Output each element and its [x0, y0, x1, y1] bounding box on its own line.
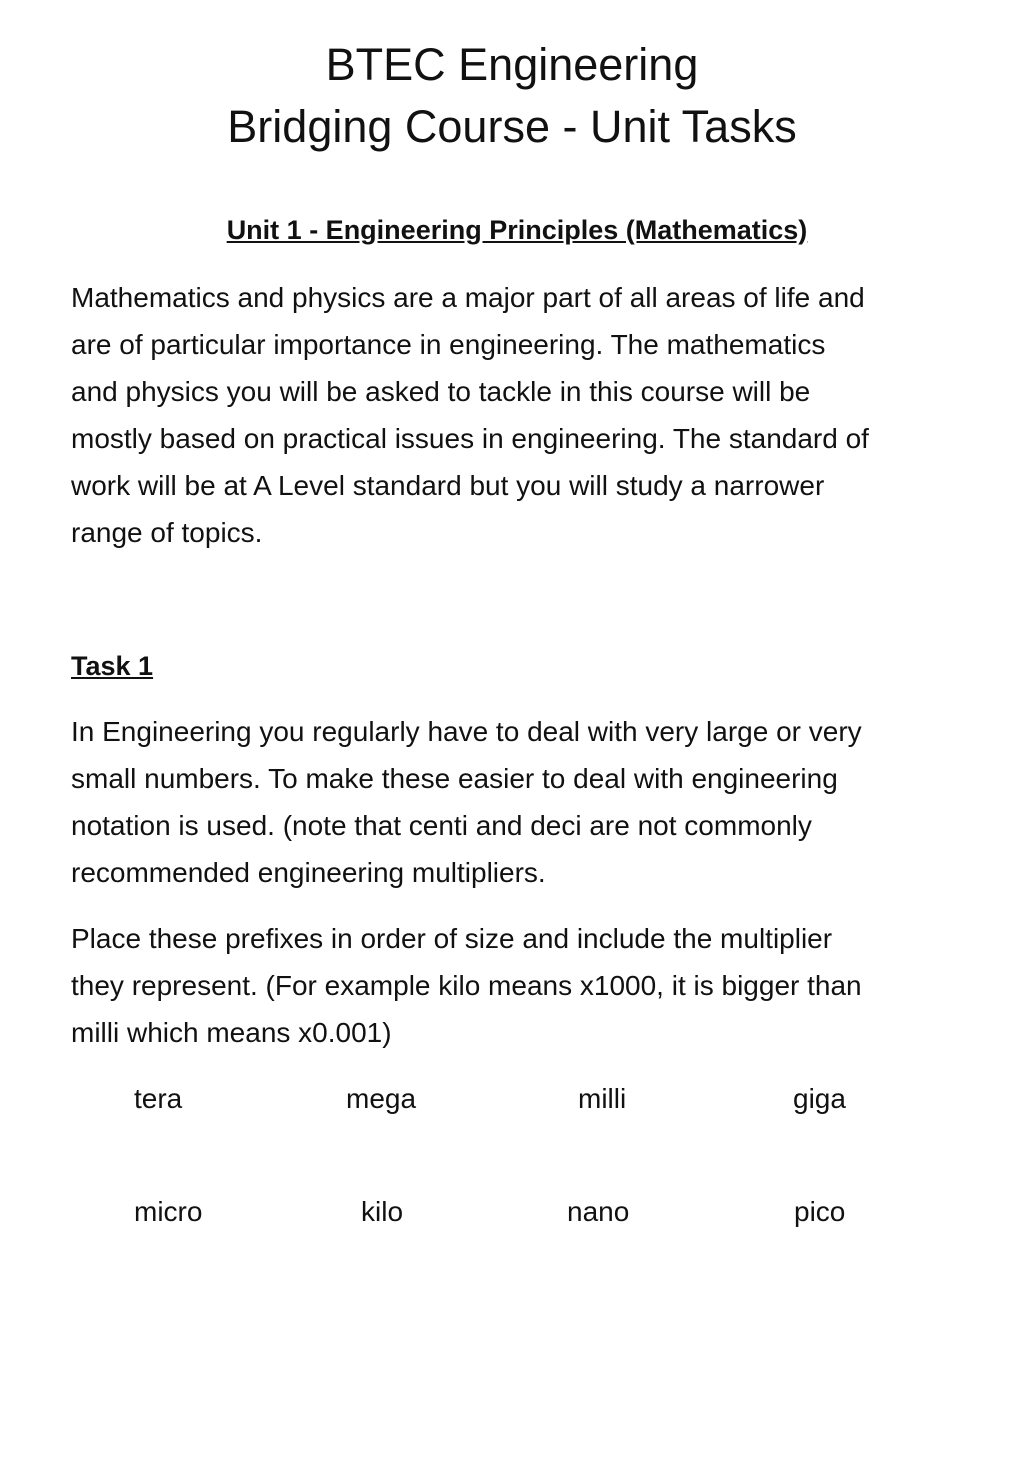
page-title [0, 34, 1024, 158]
task-instruction-line: Place these prefixes in order of size and include the multiplier [71, 923, 833, 954]
prefix-item: tera [134, 1083, 183, 1114]
task-description-line: In Engineering you regularly have to deal with very large or very [71, 716, 862, 747]
intro-paragraph [71, 274, 971, 556]
intro-line: work will be at A Level standard but you will study a narrower [71, 470, 825, 501]
prefix-item: kilo [361, 1196, 404, 1227]
prefix-item: nano [567, 1196, 630, 1227]
intro-line: range of topics. [71, 517, 263, 548]
task-instruction-line: they represent. (For example kilo means x1000, it is bigger than [71, 970, 862, 1001]
prefix-item: mega [346, 1083, 417, 1114]
task-description-line: notation is used. (note that centi and deci are not commonly [71, 810, 812, 841]
task-description [71, 708, 971, 896]
title-line-1: BTEC Engineering [325, 39, 699, 90]
prefix-item: giga [793, 1083, 846, 1114]
title-line-2: Bridging Course - Unit Tasks [227, 101, 797, 152]
intro-line: Mathematics and physics are a major part of all areas of life and [71, 282, 865, 313]
task-heading: Task 1 [71, 651, 154, 681]
task-instruction [71, 915, 971, 1056]
prefix-item: micro [134, 1196, 203, 1227]
task-description-line: recommended engineering multipliers. [71, 857, 546, 888]
task-instruction-line: milli which means x0.001) [71, 1017, 392, 1048]
intro-line: and physics you will be asked to tackle in this course will be [71, 376, 811, 407]
unit-heading: Unit 1 - Engineering Principles (Mathematics) [226, 215, 808, 245]
task-description-line: small numbers. To make these easier to deal with engineering [71, 763, 838, 794]
prefix-item: pico [794, 1196, 846, 1227]
intro-line: are of particular importance in engineering. The mathematics [71, 329, 826, 360]
intro-line: mostly based on practical issues in engineering. The standard of [71, 423, 869, 454]
prefix-item: milli [578, 1083, 627, 1114]
